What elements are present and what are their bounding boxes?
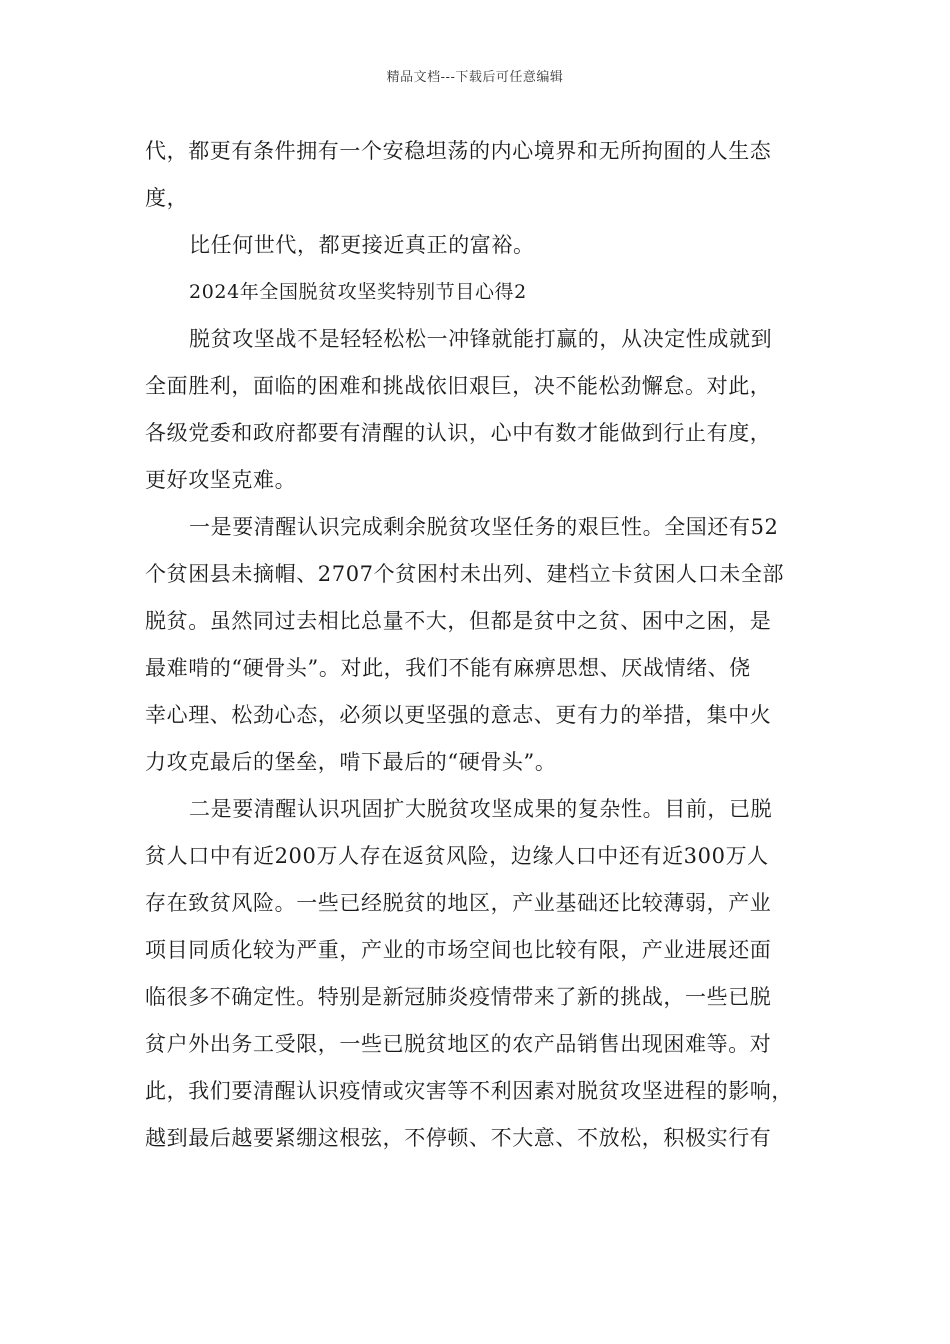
text-line: 度， (145, 186, 189, 210)
text-line: 各级党委和政府都要有清醒的认识，心中有数才能做到行止有度， (145, 421, 772, 445)
text-line: 此，我们要清醒认识疫情或灾害等不利因素对脱贫攻坚进程的影响， (145, 1079, 793, 1103)
text-line: 项目同质化较为严重，产业的市场空间也比较有限，产业进展还面 (145, 938, 772, 962)
page-header: 精品文档---下载后可任意编辑 (386, 70, 564, 85)
section-title: 2024年全国脱贫攻坚奖特别节目心得2 (189, 281, 527, 303)
text-line: 全面胜利，面临的困难和挑战依旧艰巨，决不能松劲懈怠。对此， (145, 374, 772, 398)
text-line: 二是要清醒认识巩固扩大脱贫攻坚成果的复杂性。目前，已脱 (189, 797, 773, 821)
text-line: 脱贫。虽然同过去相比总量不大，但都是贫中之贫、困中之困，是 (145, 609, 772, 633)
text-line: 临很多不确定性。特别是新冠肺炎疫情带来了新的挑战，一些已脱 (145, 985, 772, 1009)
text-line: 贫户外出务工受限，一些已脱贫地区的农产品销售出现困难等。对 (145, 1032, 772, 1056)
text-line: 越到最后越要紧绷这根弦，不停顿、不大意、不放松，积极实行有 (145, 1126, 772, 1150)
text-line: 比任何世代，都更接近真正的富裕。 (189, 233, 535, 257)
text-line: 存在致贫风险。一些已经脱贫的地区，产业基础还比较薄弱，产业 (145, 891, 772, 915)
text-line: 个贫困县未摘帽、2707个贫困村未出列、建档立卡贫困人口未全部 (145, 562, 785, 586)
text-line: 贫人口中有近200万人存在返贫风险，边缘人口中还有近300万人 (145, 844, 769, 868)
text-line: 更好攻坚克难。 (145, 468, 297, 492)
text-line: 脱贫攻坚战不是轻轻松松一冲锋就能打赢的，从决定性成就到 (189, 327, 773, 351)
document-body (145, 128, 825, 1162)
text-line: 一是要清醒认识完成剩余脱贫攻坚任务的艰巨性。全国还有52 (189, 515, 779, 539)
text-line: 力攻克最后的堡垒，啃下最后的“硬骨头”。 (145, 750, 557, 774)
text-line: 最难啃的“硬骨头”。对此，我们不能有麻痹思想、厌战情绪、侥 (145, 656, 751, 680)
text-line: 代，都更有条件拥有一个安稳坦荡的内心境界和无所拘囿的人生态 (145, 139, 772, 163)
text-line: 幸心理、松劲心态，必须以更坚强的意志、更有力的举措，集中火 (145, 703, 772, 727)
